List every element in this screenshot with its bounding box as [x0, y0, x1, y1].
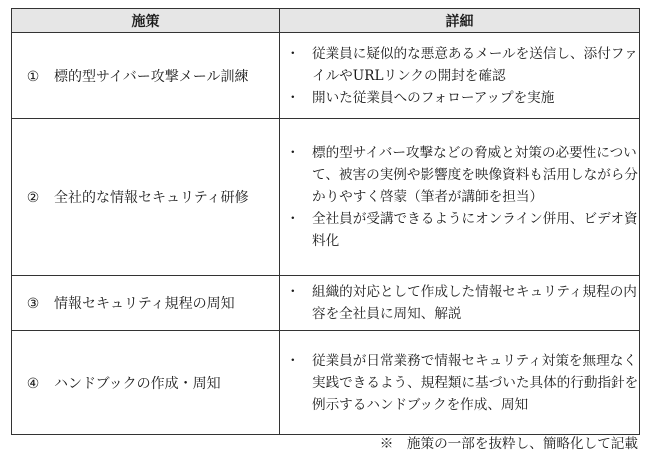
bullet-mark: ・	[286, 45, 300, 62]
measure-number: ①	[26, 68, 40, 85]
detail-list	[280, 142, 639, 252]
detail-cell	[280, 276, 640, 331]
header-detail: 詳細	[280, 9, 640, 33]
measure-name: 標的型サイバー攻撃メール訓練	[54, 68, 249, 85]
table-row	[12, 276, 640, 331]
bullet-mark: ・	[286, 352, 300, 369]
detail-cell	[280, 33, 640, 119]
measure-cell	[12, 331, 280, 435]
header-measure: 施策	[12, 9, 280, 33]
list-item	[280, 142, 639, 208]
list-item	[280, 87, 639, 109]
list-item	[280, 43, 639, 87]
list-item	[280, 350, 639, 416]
measures-table	[11, 8, 640, 435]
measure-cell	[12, 119, 280, 276]
table-header-row	[12, 9, 640, 33]
list-item	[280, 208, 639, 252]
bullet-mark: ・	[286, 89, 300, 106]
measure-name: 情報セキュリティ規程の周知	[54, 296, 235, 312]
detail-cell	[280, 331, 640, 435]
table-row	[12, 33, 640, 119]
detail-cell	[280, 119, 640, 276]
detail-text: 組織的対応として作成した情報セキュリティ規程の内容を全社員に周知、解説	[312, 284, 637, 322]
measure-cell	[12, 33, 280, 119]
table-row	[12, 119, 640, 276]
footnote: ※ 施策の一部を抜粋し、簡略化して記載	[379, 436, 638, 452]
detail-list	[280, 281, 639, 325]
bullet-mark: ・	[286, 145, 300, 161]
bullet-mark: ・	[286, 211, 300, 227]
measure-name: 全社的な情報セキュリティ研修	[54, 190, 249, 206]
detail-text: 従業員に疑似的な悪意あるメールを送信し、添付ファイルやURLリンクの開封を確認	[312, 45, 638, 84]
bullet-mark: ・	[286, 284, 300, 300]
table-row	[12, 331, 640, 435]
detail-list	[280, 43, 639, 109]
measure-number: ④	[26, 375, 40, 392]
detail-text: 標的型サイバー攻撃などの脅威と対策の必要性について、被害の実例や影響度を映像資料も活用しながら分かりやすく啓蒙（筆者が講師を担当）	[312, 145, 638, 205]
detail-text: 開いた従業員へのフォローアップを実施	[312, 89, 555, 106]
list-item	[280, 281, 639, 325]
measure-number: ②	[26, 190, 40, 206]
measure-cell	[12, 276, 280, 331]
measure-name: ハンドブックの作成・周知	[54, 375, 221, 392]
detail-text: 全社員が受講できるようにオンライン併用、ビデオ資料化	[312, 211, 638, 249]
detail-text: 従業員が日常業務で情報セキュリティ対策を無理なく実践できるよう、規程類に基づいた具体的行動指針を例示するハンドブックを作成、周知	[312, 352, 639, 413]
detail-list	[280, 350, 639, 416]
measure-number: ③	[26, 296, 40, 312]
